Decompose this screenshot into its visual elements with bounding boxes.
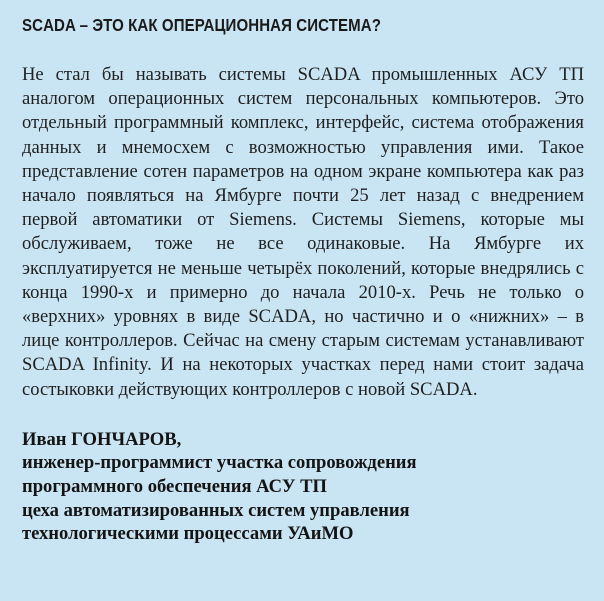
author-position-line-4: технологическими процессами УАиМО: [22, 523, 354, 545]
sidebar-body-text: Не стал бы называть системы SCADA промышленных АСУ ТП аналогом операционных систем персональных компьютеров. Это отдельный программный комплекс, интерфейс, система отображения данных и мнемосхем с возможностью управления ими. Такое представление сотен параметров на одном экране компьютера как раз начало появляться на Ямбурге почти 25 лет назад с внедрением первой автоматики от Siemens. Системы Siemens, которые мы обслуживаем, тоже не все одинаковые. На Ямбурге их эксплуатируется не меньше четырёх поколений, которые внедрялись с конца 1990-х и примерно до начала 2010-х. Речь не только о «верхних» уровнях в виде SCADA, но частично и о «нижних» – в лице контроллеров. Сейчас на смену старым системам устанавливают SCADA Infinity. И на некоторых участках перед нами стоит задача состыковки действующих контроллеров с новой SCADA.: [22, 64, 584, 400]
sidebar-heading: SCADA – ЭТО КАК ОПЕРАЦИОННАЯ СИСТЕМА?: [22, 15, 381, 35]
signature-block: [22, 428, 584, 546]
author-position-line-3: цеха автоматизированных систем управления: [22, 499, 410, 521]
author-position-line-1: инженер-программист участка сопровождения: [22, 452, 417, 474]
author-position-line-2: программного обеспечения АСУ ТП: [22, 476, 327, 498]
author-name: Иван ГОНЧАРОВ,: [22, 428, 182, 450]
